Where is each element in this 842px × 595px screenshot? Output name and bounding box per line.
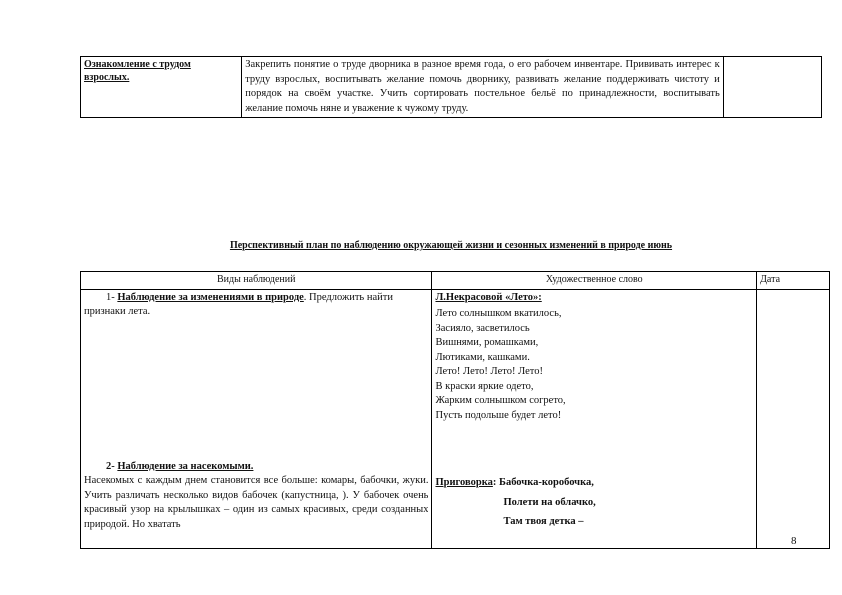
observation-2-number: 2-: [106, 460, 115, 472]
observation-1: [84, 291, 428, 320]
poem-title: Л.Некрасовой «Лето»:: [435, 291, 542, 303]
table-header-row: [81, 272, 830, 290]
table-row: [81, 57, 822, 118]
poem-line: Жарким солнышком согрето,: [435, 395, 566, 406]
poem-line: Лютиками, кашками.: [435, 351, 530, 363]
observation-1-number: 1-: [106, 291, 115, 303]
poem-line: Вишнями, ромашками,: [435, 337, 539, 348]
chant: [435, 476, 753, 491]
observations-content: [84, 291, 428, 547]
observation-2-heading: [84, 460, 428, 475]
date-cell: [757, 289, 830, 548]
plan-heading: Перспективный план по наблюдению окружающей жизни и сезонных изменений в природе июнь: [229, 240, 673, 251]
observation-plan-table: [80, 271, 830, 549]
poem-line: Засияло, засветилось: [435, 322, 530, 334]
observation-1-title: Наблюдение за изменениями в природе: [117, 291, 304, 303]
page-number: 8: [791, 535, 797, 547]
poem-line: Лето солнышком вкатилось,: [435, 308, 562, 319]
literary-cell: [432, 289, 757, 548]
chant-line-3: Там твоя детка –: [503, 516, 584, 527]
literary-content: [435, 291, 753, 547]
activity-description: Закрепить понятие о труде дворника в разное время года, о его рабочем инвентаре. Прививать интерес к труду взрослых, воспитывать желание помочь дворнику, развивать желание поддерживать чистоту и порядок на своём участке. Учить сортировать постельное бельё по принадлежности, воспитывать желание помочь няне и уважение к чужому труду.: [242, 57, 724, 118]
poem-line: Лето! Лето! Лето! Лето!: [435, 366, 543, 377]
header-literary-word: Художественное слово: [432, 272, 757, 290]
header-observation-types: Виды наблюдений: [81, 272, 432, 290]
observations-cell: [81, 289, 432, 548]
observation-1-text: . Предложить найти признаки лета.: [84, 291, 393, 317]
poem-line: В краски яркие одето,: [435, 380, 534, 392]
chant-label: Приговорка: [435, 477, 493, 488]
observation-2-title: Наблюдение за насекомыми.: [117, 460, 254, 472]
chant-line-2: Полети на облачко,: [503, 496, 596, 508]
table-row: [81, 289, 830, 548]
poem-line: Пусть подольше будет лето!: [435, 409, 562, 421]
activity-date: [723, 57, 821, 118]
observation-2-text: Насекомых с каждым днем становится все больше: комары, бабочки, жуки. Учить различать несколько видов бабочек (капустница, ). У бабочек очень красивый узор на крылышках – один из самых красивых, среди созданных природой. Но хватать: [84, 475, 429, 530]
chant-line-1: : Бабочка-коробочка,: [492, 477, 594, 488]
activity-category: Ознакомление с трудом взрослых.: [81, 57, 242, 118]
activity-table: [80, 56, 822, 118]
header-date: Дата: [757, 272, 830, 290]
